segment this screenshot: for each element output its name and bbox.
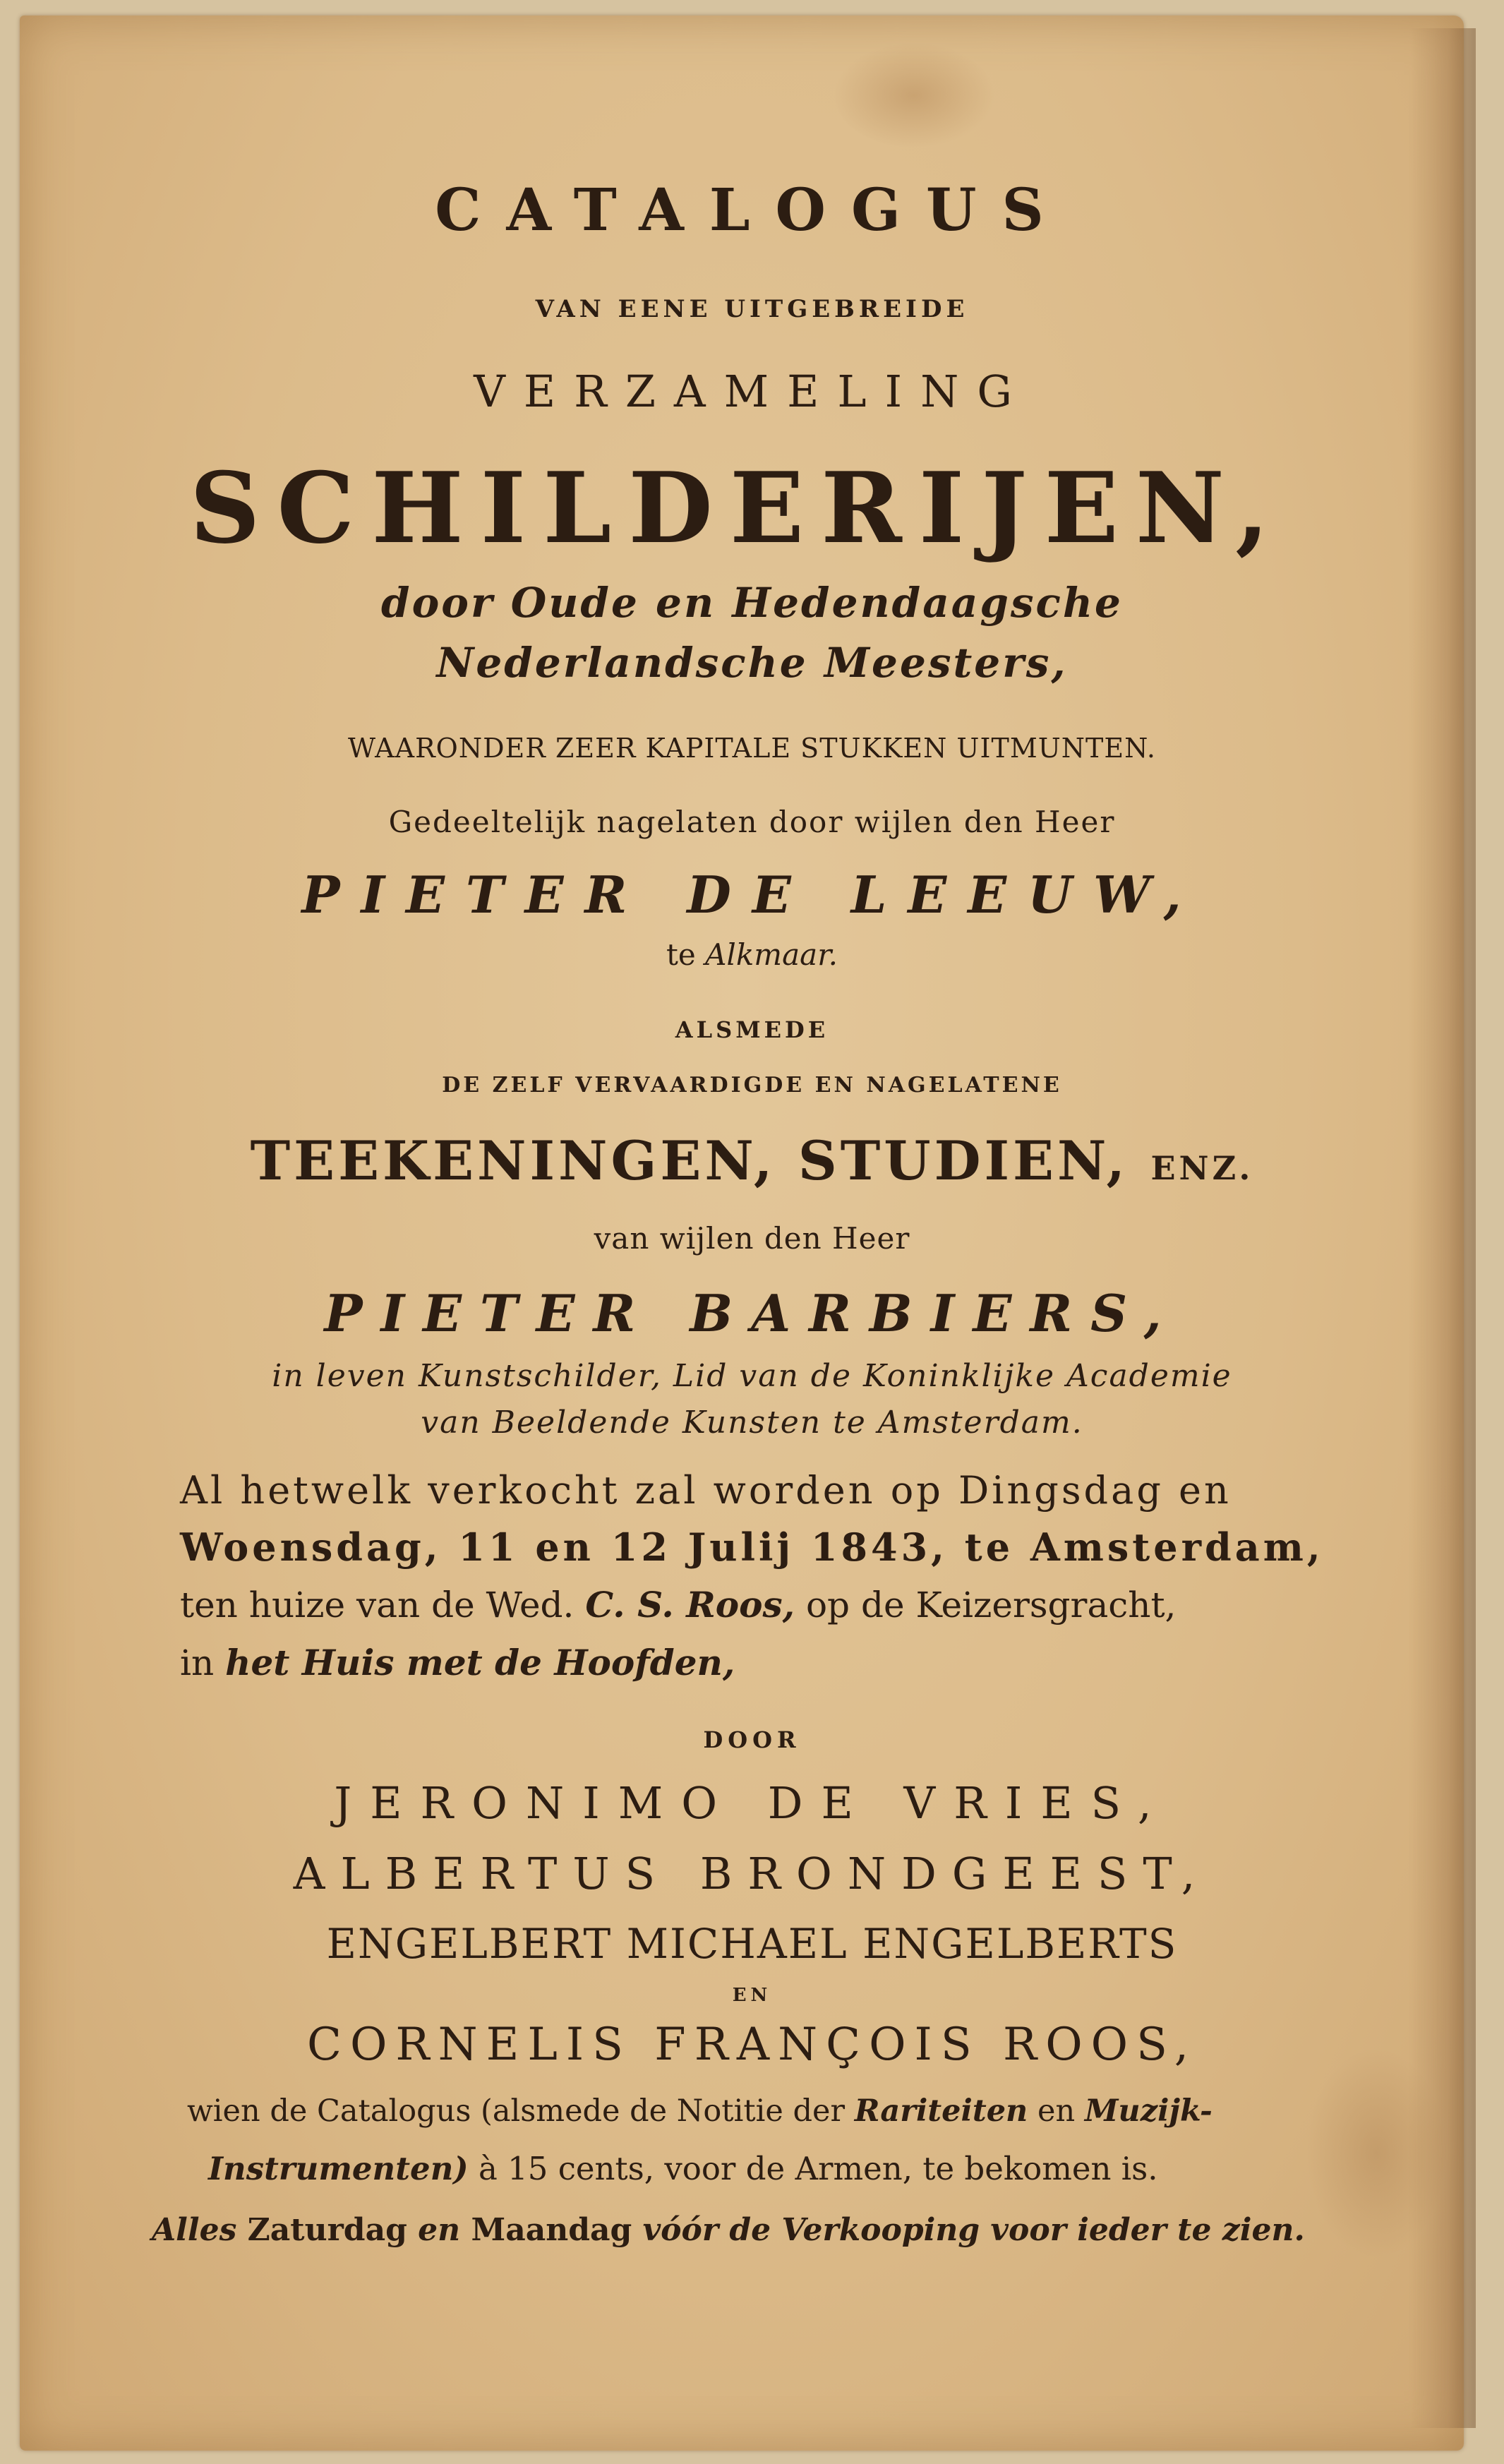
- makers-line-1: door Oude en Hedendaagsche: [381, 579, 1123, 627]
- sale-line-2: Woensdag, 11 en 12 Julij 1843, te Amsterdam,: [180, 1525, 1324, 1570]
- viewing-c: en: [418, 2212, 461, 2248]
- collector-name-1: PIETER DE LEEUW,: [301, 865, 1203, 925]
- viewing-a: Alles: [152, 2212, 237, 2248]
- notice-2-b: à 15 cents, voor de Armen, te bekomen is.: [479, 2150, 1158, 2187]
- subtitle: VAN EENE UITGEBREIDE: [535, 295, 969, 323]
- sale-line-3-a: ten huize van de Wed.: [180, 1585, 574, 1625]
- collection-heading: VERZAMELING: [474, 366, 1030, 417]
- role-line-2: van Beeldende Kunsten te Amsterdam.: [421, 1405, 1083, 1441]
- of-late-line: van wijlen den Heer: [594, 1221, 910, 1256]
- sale-line-4: [180, 1642, 735, 1683]
- auctioneer-4: CORNELIS FRANÇOIS ROOS,: [306, 2019, 1198, 2071]
- viewing-d: Maandag: [471, 2212, 632, 2248]
- viewing-b: Zaturdag: [247, 2212, 407, 2248]
- stain: [833, 42, 995, 148]
- sale-line-1: Al hetwelk verkocht zal worden op Dingsdag en: [180, 1468, 1232, 1513]
- notice-line-2: [208, 2150, 1158, 2187]
- also-subline: DE ZELF VERVAARDIGDE EN NAGELATENE: [442, 1073, 1062, 1098]
- auctioneer-1: JERONIMO DE VRIES,: [334, 1777, 1170, 1829]
- highlight-line: WAARONDER ZEER KAPITALE STUKKEN UITMUNTEN.: [348, 733, 1156, 764]
- drawings-heading: [0, 1129, 1504, 1192]
- notice-line-1: [187, 2093, 1213, 2129]
- notice-2-a: Instrumenten): [208, 2150, 469, 2187]
- left-by-line: Gedeeltelijk nagelaten door wijlen den Heer: [388, 805, 1116, 839]
- drawings-text: TEEKENINGEN, STUDIEN,: [250, 1129, 1129, 1192]
- auctioneer-2: ALBERTUS BRONDGEEST,: [293, 1848, 1211, 1899]
- sale-line-4-b: het Huis met de Hoofden,: [225, 1642, 735, 1683]
- and-line: EN: [732, 1985, 772, 2006]
- also-line: ALSMEDE: [675, 1016, 829, 1043]
- sale-line-3-b: C. S. Roos,: [585, 1584, 795, 1625]
- place-prefix: te: [666, 937, 696, 972]
- collector-name-2: PIETER BARBIERS,: [324, 1283, 1180, 1343]
- makers-line-2: Nederlandsche Meesters,: [436, 639, 1068, 687]
- role-line-1: in leven Kunstschilder, Lid van de Koninklijke Academie: [272, 1358, 1232, 1394]
- sale-line-4-a: in: [180, 1642, 215, 1683]
- viewing-line: [152, 2212, 1305, 2248]
- stain: [1306, 2047, 1447, 2259]
- place-line: [0, 937, 1504, 972]
- notice-1-c: en: [1037, 2093, 1076, 2129]
- place-name: Alkmaar.: [705, 937, 838, 972]
- drawings-enz: ENZ.: [1150, 1149, 1254, 1187]
- by-line: DOOR: [703, 1726, 801, 1753]
- auctioneer-3: ENGELBERT MICHAEL ENGELBERTS: [326, 1920, 1178, 1968]
- notice-1-d: Muzijk-: [1084, 2093, 1213, 2129]
- sale-line-3-c: op de Keizersgracht,: [805, 1585, 1177, 1625]
- notice-1-a: wien de Catalogus (alsmede de Notitie der: [187, 2093, 846, 2129]
- main-subject: SCHILDERIJEN,: [189, 450, 1287, 565]
- notice-1-b: Rariteiten: [854, 2093, 1028, 2129]
- sale-line-3: [180, 1584, 1176, 1625]
- viewing-e: vóór de Verkooping voor ieder te zien.: [642, 2212, 1305, 2248]
- title: CATALOGUS: [435, 176, 1069, 244]
